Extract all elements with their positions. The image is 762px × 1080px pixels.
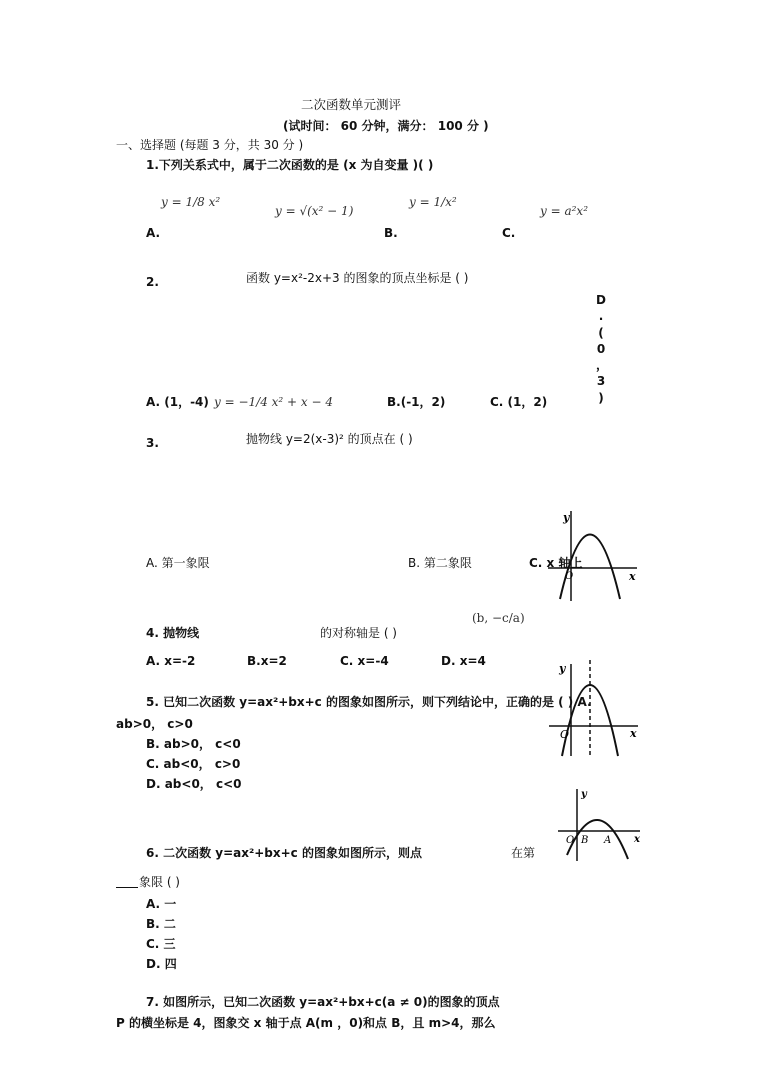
- q1-formula-a: y = 1/8 x²: [161, 195, 221, 209]
- q6-line2-text: 象限 ( ): [139, 875, 180, 889]
- q1-option-a: A.: [146, 226, 161, 240]
- q6-option-b: B. 二: [146, 917, 176, 931]
- q4-stem-right: 的对称轴是 ( ): [320, 626, 397, 640]
- q5-option-a-cont: ab>0， c>0: [116, 717, 193, 731]
- point-a-label: A: [604, 835, 612, 846]
- q6-option-a: A. 一: [146, 897, 177, 911]
- origin-label: O: [566, 835, 575, 846]
- q3-stem: 抛物线 y=2(x-3)² 的顶点在 ( ): [246, 432, 413, 446]
- section-heading: 一、选择题 (每题 3 分，共 30 分 ): [116, 138, 304, 152]
- q1-formula-d: y = a²x²: [540, 204, 589, 218]
- q6-stem-right: 在第: [511, 846, 536, 860]
- y-label: y: [559, 662, 566, 675]
- q7-line2: P 的横坐标是 4，图象交 x 轴于点 A(m ，0)和点 B，且 m>4，那么: [116, 1016, 496, 1030]
- q2-option-a: A. (1，-4): [146, 395, 209, 409]
- x-label: x: [630, 727, 637, 740]
- q4-option-c: C. x=-4: [340, 654, 389, 668]
- blank-underline: [116, 876, 138, 888]
- q4-option-d: D. x=4: [441, 654, 486, 668]
- x-label: x: [634, 834, 640, 845]
- q2-option-d-vertical: D . ( 0 ， 3 ): [596, 293, 609, 405]
- q5-option-b: B. ab>0， c<0: [146, 737, 241, 751]
- q6-option-d: D. 四: [146, 957, 177, 971]
- y-label: y: [563, 511, 570, 524]
- page-title: 二次函数单元测评: [301, 97, 402, 112]
- q3-number: 3.: [146, 436, 159, 450]
- q5-option-c: C. ab<0， c>0: [146, 757, 241, 771]
- q2-option-b: B.(-1，2): [387, 395, 446, 409]
- q4-stem-left: 4. 抛物线: [146, 626, 200, 640]
- q2-option-c: C. (1，2): [490, 395, 548, 409]
- q2-stem: 函数 y=x²-2x+3 的图象的顶点坐标是 ( ): [246, 271, 469, 285]
- q1-stem: 1.下列关系式中，属于二次函数的是 (x 为自变量 )( ): [146, 158, 434, 172]
- q2-number: 2.: [146, 275, 159, 289]
- graph-q3: [545, 505, 640, 603]
- q4-option-b: B.x=2: [247, 654, 287, 668]
- q5-option-d: D. ab<0， c<0: [146, 777, 242, 791]
- q1-formula-b: y = √(x² − 1): [275, 204, 354, 218]
- page-subtitle: (试时间： 60 分钟，满分： 100 分 ): [283, 119, 489, 133]
- q6-option-c: C. 三: [146, 937, 176, 951]
- origin-label: O: [560, 728, 570, 741]
- origin-label: O: [565, 571, 574, 582]
- q3-option-a: A. 第一象限: [146, 556, 210, 570]
- y-label: y: [581, 789, 587, 800]
- q6-stem-left: 6. 二次函数 y=ax²+bx+c 的图象如图所示，则点: [146, 846, 422, 860]
- q7-line1: 7. 如图所示，已知二次函数 y=ax²+bx+c(a ≠ 0)的图象的顶点: [146, 995, 500, 1009]
- x-label: x: [629, 570, 636, 583]
- q1-option-c: C.: [502, 226, 516, 240]
- q6-line2: [116, 876, 180, 888]
- q2-formula: y = −1/4 x² + x − 4: [214, 395, 333, 409]
- q4-option-a: A. x=-2: [146, 654, 196, 668]
- q1-option-b: B.: [384, 226, 398, 240]
- q1-formula-c: y = 1/x²: [409, 195, 457, 209]
- parabola: [560, 535, 620, 600]
- q5-stem: 5. 已知二次函数 y=ax²+bx+c 的图象如图所示，则下列结论中，正确的是 ( ) A.: [146, 695, 592, 709]
- point-b-label: B: [581, 835, 589, 846]
- q3-option-b: B. 第二象限: [408, 556, 472, 570]
- parabola: [567, 820, 628, 859]
- q3-option-c: C. x 轴上: [529, 556, 583, 570]
- graph-q6: [556, 785, 646, 865]
- q4-formula: (b, −c/a): [472, 611, 525, 625]
